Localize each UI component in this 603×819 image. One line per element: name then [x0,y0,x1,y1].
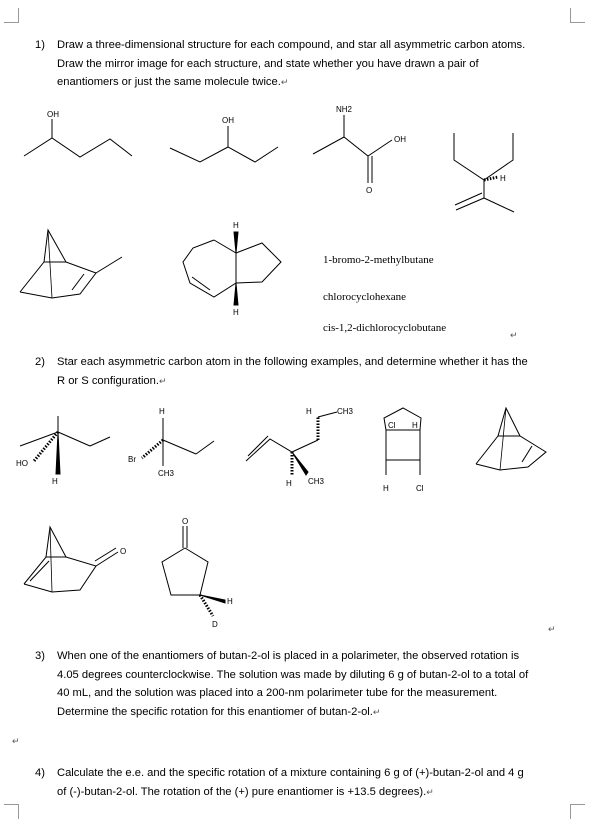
question-line: 40 mL, and the solution was placed into a 200-nm polarimeter tube for the measurement. [57,687,498,699]
question-number: 3) [35,650,45,662]
structure-norbornene-methyl [20,230,122,298]
structure-butanol-1 [24,110,132,157]
atom-label: CH3 [308,477,325,486]
structure-q2-cyclopentanone [162,517,233,629]
question-number: 2) [35,356,45,368]
question-line: of (-)-butan-2-ol. The rotation of the (+) pure enantiomer is +13.5 degrees).↵ [57,785,434,798]
question-line: When one of the enantiomers of butan-2-ol is placed in a polarimeter, the observed rotation is [57,650,520,662]
atom-label: OH [222,116,234,125]
question-line: Star each asymmetric carbon atom in the following examples, and determine whether it has the [57,356,528,368]
structure-butanol-2 [170,116,278,162]
atom-label: H [412,421,418,430]
compound-name: 1-bromo-2-methylbutane [323,254,434,266]
atom-label: CH3 [158,469,175,478]
paragraph-mark: ↵ [12,736,20,746]
atom-label: O [182,517,189,526]
question-number: 1) [35,39,45,51]
compound-name: chlorocyclohexane [323,291,407,303]
atom-label: Cl [416,484,424,493]
question-number: 4) [35,767,45,779]
structure-q2-norbornene [476,408,546,470]
structure-q2-bromide [128,407,214,478]
atom-label: H [159,407,165,416]
question-line: enantiomers or just the same molecule twice.↵ [57,76,289,88]
structure-q2-bicyclic-ketone [24,527,126,592]
atom-label: H [52,477,58,486]
paragraph-mark: ↵ [548,624,556,634]
atom-label: H [233,308,239,317]
compound-name: cis-1,2-dichlorocyclobutane [323,322,447,334]
atom-label: H [233,221,239,230]
question-line: 4.05 degrees counterclockwise. The solution was made by diluting 6 g of butan-2-ol to a total of [57,668,529,681]
atom-label: D [212,620,218,629]
atom-label: Br [128,455,136,464]
atom-label: O [366,186,373,195]
atom-label: H [286,479,292,488]
atom-label: HO [16,459,28,468]
structure-q2-alkene [246,407,354,488]
question-line: Calculate the e.e. and the specific rotation of a mixture containing 6 g of (+)-butan-2-ol and 4 g [57,767,524,779]
structure-q2-dichloro [383,408,424,493]
atom-label: O [120,547,127,556]
structure-amino-acid [313,105,406,195]
question-line: Draw the mirror image for each structure, and state whether you have drawn a pair of [57,57,479,70]
question-line: R or S configuration.↵ [57,374,167,387]
atom-label: H [383,484,389,493]
atom-label: CH3 [337,407,354,416]
question-line: Determine the specific rotation for this enantiomer of butan-2-ol.↵ [57,705,381,718]
paragraph-mark: ↵ [510,330,518,340]
structure-q2-alcohol [16,416,110,486]
question-line: Draw a three-dimensional structure for each compound, and star all asymmetric carbon atoms. [57,39,526,51]
atom-label: OH [394,135,406,144]
atom-label: H [500,174,506,183]
atom-label: H [227,597,233,606]
atom-label: H [306,407,312,416]
structure-bicyclic-hydrindane [183,221,281,317]
atom-label: OH [47,110,59,119]
atom-label: NH2 [336,105,353,114]
structure-alkene-branched [454,133,514,212]
atom-label: Cl [388,421,396,430]
